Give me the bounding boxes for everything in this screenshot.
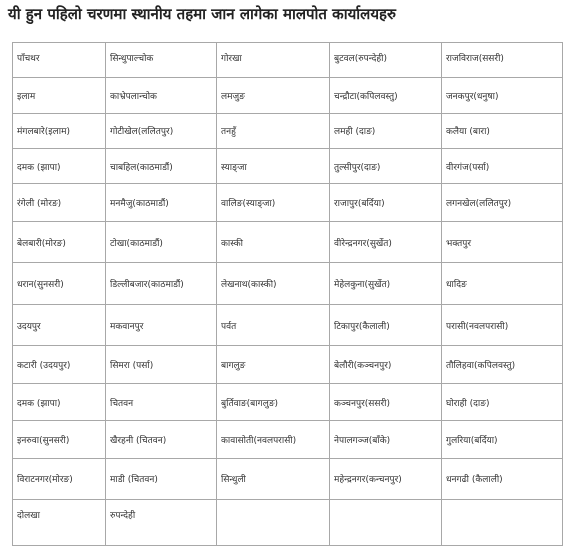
table-cell: बुर्तिवाङ(बागलुङ) (217, 383, 330, 420)
table-cell: रंगेली (मोरङ) (13, 184, 106, 221)
table-cell: बेलबारी(मोरङ) (13, 221, 106, 263)
table-cell: लगनखेल(ललितपुर) (442, 184, 563, 221)
table-cell: दोलखा (13, 500, 106, 546)
table-row (13, 113, 563, 148)
table-cell: चितवन (106, 383, 217, 420)
table-cell: मकवानपुर (106, 304, 217, 346)
table-cell: चाबहिल(काठमाडौं) (106, 148, 217, 183)
table-cell: वीरेन्द्रनगर(सुर्खेत) (330, 221, 442, 263)
table-cell: कास्की (217, 221, 330, 263)
table-cell: घोराही (दाङ) (442, 383, 563, 420)
table-cell: कटारी (उदयपुर) (13, 346, 106, 383)
office-table (12, 42, 563, 546)
table-cell (217, 500, 330, 546)
table-cell: गोटीखेल(ललितपुर) (106, 113, 217, 148)
table-row (13, 304, 563, 346)
table-cell: तनहुँ (217, 113, 330, 148)
table-cell: मेहेलकुना(सुर्खेत) (330, 263, 442, 305)
table-row (13, 500, 563, 546)
table-cell: मंगलबारे(इलाम) (13, 113, 106, 148)
table-row (13, 458, 563, 500)
table-row (13, 148, 563, 183)
table-cell: इलाम (13, 78, 106, 113)
table-cell: चन्द्रौटा(कपिलवस्तु) (330, 78, 442, 113)
table-cell: परासी(नवलपरासी) (442, 304, 563, 346)
table-cell (442, 500, 563, 546)
table-cell: भक्तपुर (442, 221, 563, 263)
table-cell: सिन्धुली (217, 458, 330, 500)
table-cell: धनगढी (कैलाली) (442, 458, 563, 500)
table-cell: मनमैजु(काठमाडौं) (106, 184, 217, 221)
page-title: यी हुन पहिलो चरणमा स्थानीय तहमा जान लागेका मालपोत कार्यालयहरु (8, 5, 396, 23)
table-cell: राजापुर(बर्दिया) (330, 184, 442, 221)
table-cell: तुल्सीपुर(दाङ) (330, 148, 442, 183)
table-row (13, 383, 563, 420)
table-cell: गुलरिया(बर्दिया) (442, 421, 563, 458)
table-cell: दमक (झापा) (13, 383, 106, 420)
table-row (13, 43, 563, 78)
table-row (13, 184, 563, 221)
table-cell: सिमरा (पर्सा) (106, 346, 217, 383)
table-cell: कञ्चनपुर(ससरी) (330, 383, 442, 420)
table-row (13, 221, 563, 263)
table-cell: डिल्लीबजार(काठमाडौं) (106, 263, 217, 305)
table-cell: कावासोती(नवलपरासी) (217, 421, 330, 458)
table-cell: धादिङ (442, 263, 563, 305)
table-cell: लमजुङ (217, 78, 330, 113)
table-cell: महेन्द्रनगर(कन्चनपुर) (330, 458, 442, 500)
table-cell: पर्वत (217, 304, 330, 346)
table-cell: कलैया (बारा) (442, 113, 563, 148)
table-cell: स्याङ्जा (217, 148, 330, 183)
table-cell: लेखनाथ(कास्की) (217, 263, 330, 305)
table-cell: काभ्रेपलान्चोक (106, 78, 217, 113)
table-cell: बेलौरी(कञ्चनपुर) (330, 346, 442, 383)
table-cell: उदयपुर (13, 304, 106, 346)
table-cell: गोरखा (217, 43, 330, 78)
table-cell: धरान(सुनसरी) (13, 263, 106, 305)
table-cell: राजविराज(ससरी) (442, 43, 563, 78)
table-cell: टोखा(काठमाडौं) (106, 221, 217, 263)
table-cell: दमक (झापा) (13, 148, 106, 183)
table-row (13, 78, 563, 113)
table-row (13, 346, 563, 383)
table-cell: रुपन्देही (106, 500, 217, 546)
table-cell: वालिङ(स्याङ्जा) (217, 184, 330, 221)
table-cell: पाँचथर (13, 43, 106, 78)
table-cell: तौलिहवा(कपिलवस्तु) (442, 346, 563, 383)
table-cell: विराटनगर(मोरङ) (13, 458, 106, 500)
table-cell: खैरहनी (चितवन) (106, 421, 217, 458)
table-cell: माडी (चितवन) (106, 458, 217, 500)
table-cell: सिन्धुपाल्चोक (106, 43, 217, 78)
table-cell: बागलुङ (217, 346, 330, 383)
table-cell: बुटवल(रुपन्देही) (330, 43, 442, 78)
table-cell: वीरगंज(पर्सा) (442, 148, 563, 183)
table-row (13, 421, 563, 458)
table-cell: जनकपुर(धनुषा) (442, 78, 563, 113)
table-cell (330, 500, 442, 546)
table-cell: नेपालगञ्ज(बाँके) (330, 421, 442, 458)
table-cell: इनरुवा(सुनसरी) (13, 421, 106, 458)
table-cell: टिकापुर(कैलाली) (330, 304, 442, 346)
table-row (13, 263, 563, 305)
table-cell: लमही (दाङ) (330, 113, 442, 148)
